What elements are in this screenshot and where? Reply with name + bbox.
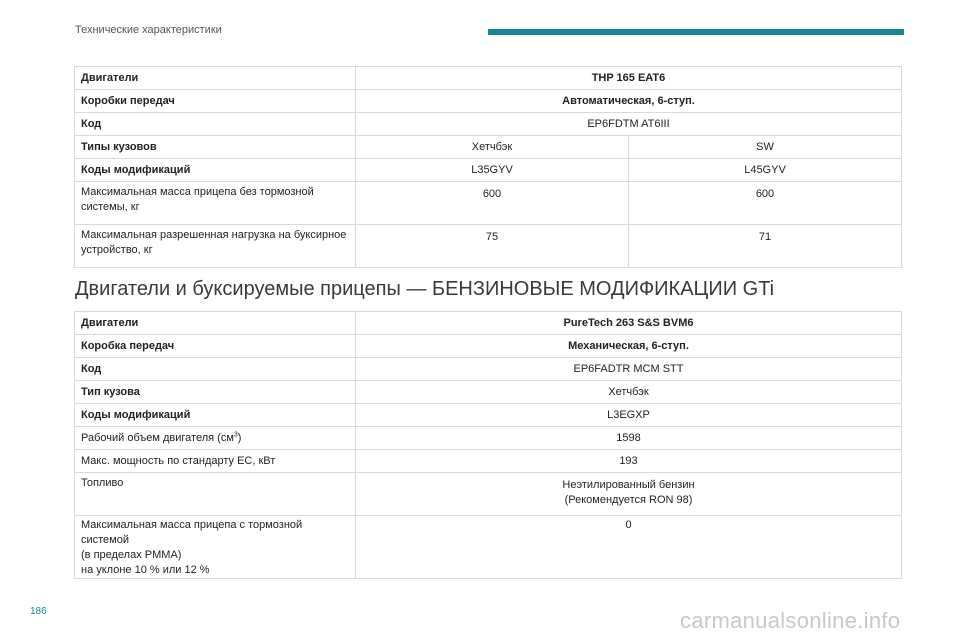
header-accent-bar <box>488 29 904 35</box>
row-label-code: Код <box>75 358 356 381</box>
max-power-value: 193 <box>356 450 902 473</box>
displacement-unit-superscript: 3 <box>233 430 238 438</box>
table-row <box>75 312 902 335</box>
row-label-body-types: Типы кузовов <box>75 136 356 159</box>
code-value: EP6FDTM AT6III <box>356 113 902 136</box>
body-type-value: Хетчбэк <box>356 381 902 404</box>
section-title: Двигатели и буксируемые прицепы — БЕНЗИНОВЫЕ МОДИФИКАЦИИ GTi <box>75 278 775 300</box>
mod-code-hatchback: L35GYV <box>356 159 629 182</box>
engine-value: PureTech 263 S&S BVM6 <box>356 312 902 335</box>
unbraked-mass-hatchback: 600 <box>356 182 629 225</box>
watermark-text: carmanualsonline.info <box>680 608 901 633</box>
table-row <box>75 90 902 113</box>
fuel-value-line1: Неэтилированный бензин <box>562 479 695 491</box>
displacement-label-text: Рабочий объем двигателя (см <box>81 431 234 444</box>
table-row <box>75 516 902 579</box>
table-row <box>75 113 902 136</box>
braked-mass-value: 0 <box>356 516 902 579</box>
fuel-value-line2: (Рекомендуется RON 98) <box>564 494 693 506</box>
row-label-towbar-load: Максимальная разрешенная нагрузка на буксирное устройство, кг <box>75 225 356 268</box>
towbar-load-sw: 71 <box>629 225 902 268</box>
gearbox-value: Автоматическая, 6-ступ. <box>356 90 902 113</box>
row-label-fuel: Топливо <box>75 473 356 516</box>
table-row <box>75 225 902 268</box>
displacement-value: 1598 <box>356 427 902 450</box>
mod-code-value: L3EGXP <box>356 404 902 427</box>
table-row <box>75 404 902 427</box>
row-label-code: Код <box>75 113 356 136</box>
page-header-title: Технические характеристики <box>75 24 222 36</box>
table-row <box>75 159 902 182</box>
row-label-mod-codes: Коды модификаций <box>75 159 356 182</box>
towbar-load-hatchback: 75 <box>356 225 629 268</box>
table-row <box>75 136 902 159</box>
body-type-hatchback: Хетчбэк <box>356 136 629 159</box>
table-row <box>75 67 902 90</box>
table-row <box>75 335 902 358</box>
table-row <box>75 473 902 516</box>
displacement-label-close: ) <box>237 431 242 444</box>
row-label-max-power: Макс. мощность по стандарту ЕС, кВт <box>75 450 356 473</box>
page-number: 186 <box>30 606 47 617</box>
code-value: EP6FADTR MCM STT <box>356 358 902 381</box>
row-label-unbraked-mass: Максимальная масса прицепа без тормозной системы, кг <box>75 182 356 225</box>
engine-value: THP 165 EAT6 <box>356 67 902 90</box>
row-label-body-type: Тип кузова <box>75 381 356 404</box>
braked-mass-label-line2: (в пределах PMMA) <box>81 549 182 561</box>
spec-table-gti <box>74 311 902 579</box>
table-row <box>75 450 902 473</box>
row-label-engines: Двигатели <box>75 312 356 335</box>
row-label-mod-codes: Коды модификаций <box>75 404 356 427</box>
braked-mass-label-line3: на уклоне 10 % или 12 % <box>81 564 210 576</box>
row-label-gearbox: Коробка передач <box>75 335 356 358</box>
spec-table-thp <box>74 66 902 268</box>
row-label-displacement <box>75 427 356 450</box>
table-row <box>75 182 902 225</box>
table-row <box>75 427 902 450</box>
table-row <box>75 358 902 381</box>
gearbox-value: Механическая, 6-ступ. <box>356 335 902 358</box>
mod-code-sw: L45GYV <box>629 159 902 182</box>
row-label-engines: Двигатели <box>75 67 356 90</box>
row-label-braked-mass <box>75 516 356 579</box>
row-label-gearbox: Коробки передач <box>75 90 356 113</box>
braked-mass-label-line1: Максимальная масса прицепа с тормозной системой <box>81 519 303 546</box>
unbraked-mass-sw: 600 <box>629 182 902 225</box>
fuel-value <box>356 473 902 516</box>
body-type-sw: SW <box>629 136 902 159</box>
table-row <box>75 381 902 404</box>
